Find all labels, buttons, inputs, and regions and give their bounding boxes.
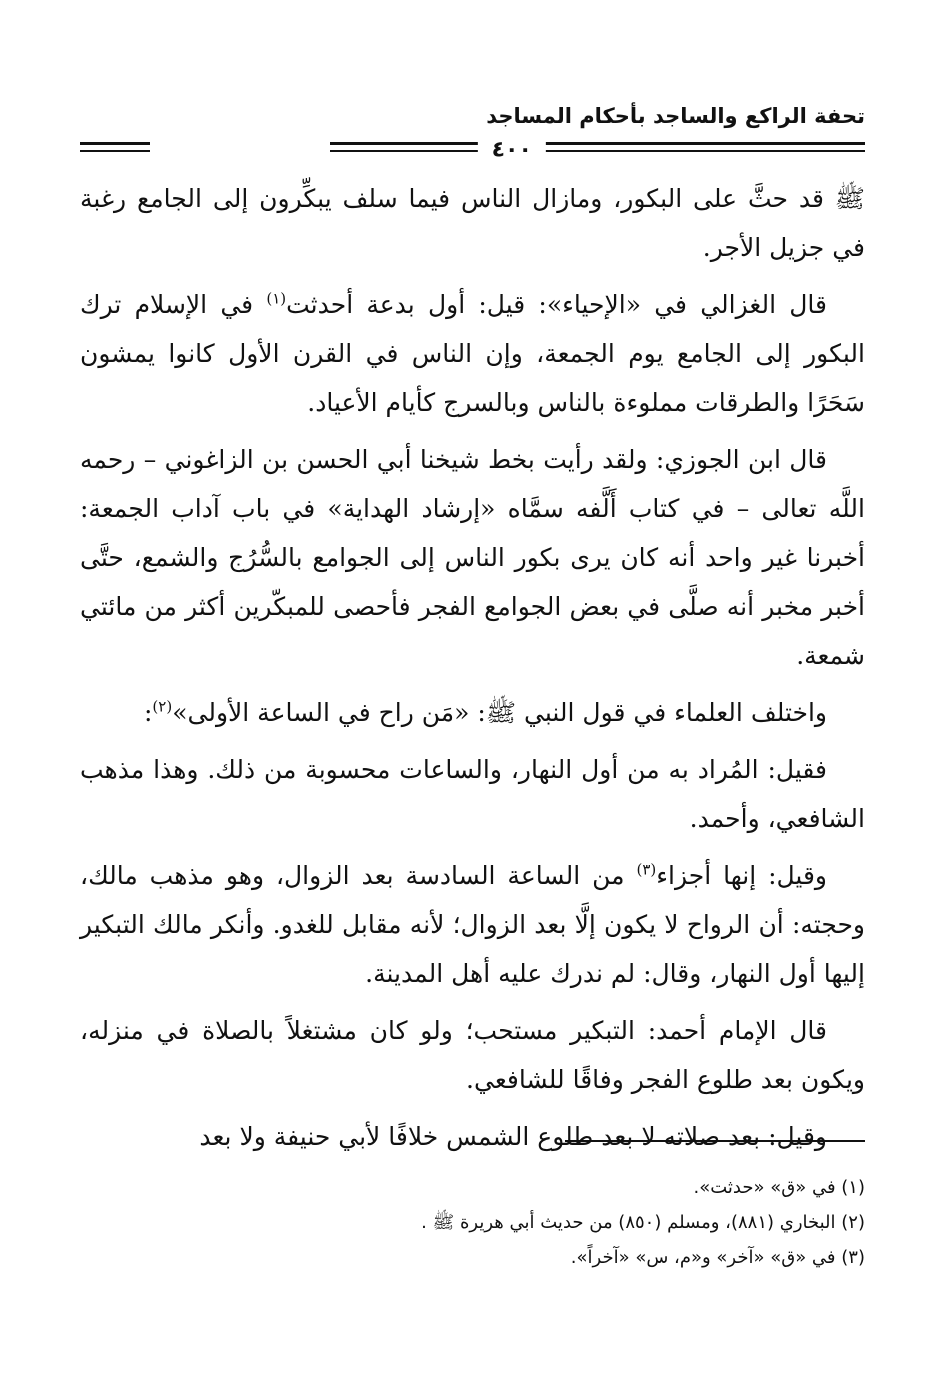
header-rule-right-bottom xyxy=(330,150,865,152)
paragraph-4 xyxy=(80,688,865,737)
paragraph-6-text-a: وقيل: إنها أجزاء xyxy=(656,861,827,890)
paragraph-6-text-b: من الساعة السادسة بعد الزوال، وهو مذهب مالك، وحجته: أن الرواح لا يكون إلَّا بعد الزوال؛ لأنه مقابل للغدو. وأنكر مالك التبكير إليها أول النهار، وقال: لم ندرك عليه أهل المدينة. xyxy=(80,861,865,988)
book-page xyxy=(80,90,865,1340)
paragraph-2-text-a: قال الغزالي في «الإحياء»: قيل: أول بدعة أحدثت xyxy=(286,290,827,319)
paragraph-4-text-b: : xyxy=(143,698,153,727)
header-rule-left-top xyxy=(80,142,150,145)
footnote-separator xyxy=(565,1140,865,1142)
paragraph-8: وقيل: بعد صلاته لا بعد طلوع الشمس خلافًا لأبي حنيفة ولا بعد xyxy=(199,1122,827,1151)
footnote-3: (٣) في «ق» «آخر» و«م، س» «آخراً». xyxy=(570,1247,865,1268)
footnote-ref-2[interactable]: (٢) xyxy=(152,697,173,716)
header-rule-band xyxy=(80,137,865,163)
footnotes xyxy=(80,1170,865,1275)
paragraph-3: قال ابن الجوزي: ولقد رأيت بخط شيخنا أبي الحسن بن الزاغوني – رحمه اللَّه تعالى – في كتاب أَلَّفه سمَّاه «إرشاد الهداية» في باب آداب الجمعة: أخبرنا غير واحد أنه كان يرى بكور الناس إلى الجوامع بالسُّرُج والشمع، حتَّى أخبر مخبر أنه صلَّى في بعض الجوامع الفجر فأحصى للمبكّرين أكثر من مائتي شمعة. xyxy=(80,445,865,670)
paragraph-2 xyxy=(80,280,865,427)
running-title: تحفة الراكع والساجد بأحكام المساجد xyxy=(486,104,865,128)
footnote-ref-1[interactable]: (١) xyxy=(266,289,287,308)
header-rule-right-top xyxy=(330,142,865,145)
footnote-2: (٢) البخاري (٨٨١)، ومسلم (٨٥٠) من حديث أبي هريرة ﷺ . xyxy=(421,1212,865,1233)
paragraph-6 xyxy=(80,851,865,998)
page-number: ٤٠٠ xyxy=(478,138,546,163)
footnote-1: (١) في «ق» «حدثت». xyxy=(693,1177,865,1198)
paragraph-4-text-a: واختلف العلماء في قول النبي ﷺ: «مَن راح في الساعة الأولى» xyxy=(172,698,827,727)
paragraph-2-text-b: في الإسلام ترك البكور إلى الجامع يوم الجمعة، وإن الناس في القرن الأول كانوا يمشون سَحَرًا والطرقات مملوءة بالناس وبالسرج كأيام الأعياد. xyxy=(80,290,865,417)
paragraph-5: فقيل: المُراد به من أول النهار، والساعات محسوبة من ذلك. وهذا مذهب الشافعي، وأحمد. xyxy=(80,755,865,833)
body-text xyxy=(80,174,865,1169)
paragraph-1: ﷺ قد حثَّ على البكور، ومازال الناس فيما سلف يبكِّرون إلى الجامع رغبة في جزيل الأجر. xyxy=(80,184,865,262)
footnote-ref-3[interactable]: (٣) xyxy=(636,860,657,879)
paragraph-7: قال الإمام أحمد: التبكير مستحب؛ ولو كان مشتغلاً بالصلاة في منزله، ويكون بعد طلوع الفجر وفاقًا للشافعي. xyxy=(80,1016,865,1094)
header-rule-left-bottom xyxy=(80,150,150,152)
